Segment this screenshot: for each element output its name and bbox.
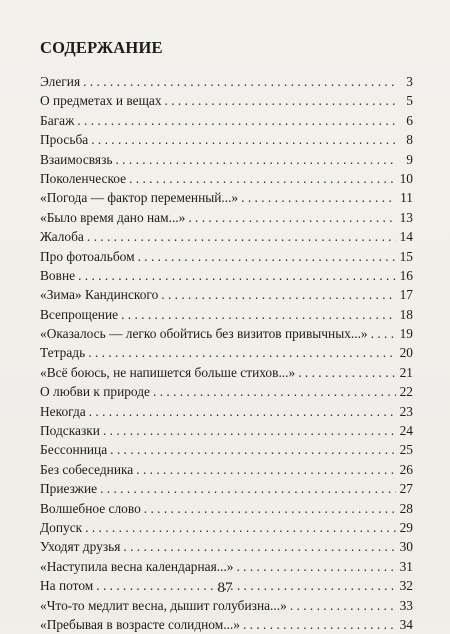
toc-entry-title: «Было время дано нам...»	[40, 209, 186, 225]
toc-entry-title: «Наступила весна календарная...»	[40, 558, 234, 574]
toc-entry-page: 21	[399, 364, 413, 380]
dot-leader	[121, 305, 396, 324]
dot-leader	[83, 72, 396, 91]
toc-entry	[40, 169, 413, 188]
dot-leader	[88, 343, 396, 362]
toc-entry-title: Без собеседника	[40, 461, 134, 477]
toc-entry-title: Поколенческое	[40, 170, 127, 186]
dot-leader	[91, 130, 396, 149]
toc-entry-title: Элегия	[40, 74, 81, 89]
toc-entry-page: 18	[399, 306, 413, 322]
toc-entry-title: Тетрадь	[40, 345, 86, 361]
dot-leader	[290, 596, 396, 615]
toc-entry	[40, 91, 413, 110]
toc-entry-title: «Что-то медлит весна, дышит голубизна...»	[40, 597, 287, 613]
dot-leader	[243, 615, 396, 634]
contents-heading: СОДЕРЖАНИЕ	[40, 38, 163, 57]
toc-entry	[40, 499, 413, 518]
toc-entry-page: 23	[399, 403, 413, 419]
toc-entry-page: 32	[399, 578, 413, 594]
toc-entry-page: 25	[399, 442, 413, 458]
toc-entry-page: 16	[399, 267, 413, 283]
dot-leader	[129, 169, 396, 188]
toc-entry-page: 15	[399, 248, 413, 264]
dot-leader	[144, 499, 396, 518]
toc-entry	[40, 402, 413, 421]
toc-entry-title: «Всё боюсь, не напишется больше стихов...»	[40, 364, 296, 380]
toc-entry-title: «Погода — фактор переменный...»	[40, 190, 239, 206]
toc-entry	[40, 305, 413, 324]
toc-entry	[40, 227, 413, 246]
toc-entry-title: Волшебное слово	[40, 500, 141, 516]
toc-entry	[40, 537, 413, 556]
dot-leader	[78, 266, 396, 285]
toc-entry	[40, 363, 413, 382]
toc-entry	[40, 615, 413, 634]
dot-leader	[371, 324, 396, 343]
toc-entry	[40, 557, 413, 576]
toc-entry-title: Подсказки	[40, 423, 100, 439]
toc-entry-page: 34	[399, 616, 413, 632]
dot-leader	[236, 557, 396, 576]
toc-entry-title: «Зима» Кандинского	[40, 287, 159, 303]
toc-entry-title: Жалоба	[40, 229, 84, 245]
toc-entry	[40, 460, 413, 479]
toc-entry-page: 13	[399, 209, 413, 225]
toc-entry-page: 5	[406, 93, 413, 109]
dot-leader	[136, 460, 396, 479]
dot-leader	[241, 188, 396, 207]
dot-leader	[89, 402, 396, 421]
toc-entry	[40, 208, 413, 227]
toc-entry-title: Некогда	[40, 403, 86, 419]
toc-entry-title: Багаж	[40, 112, 75, 128]
toc-entry-page: 22	[399, 384, 413, 400]
toc-entry	[40, 382, 413, 401]
dot-leader	[115, 150, 396, 169]
toc-entry	[40, 247, 413, 266]
dot-leader	[77, 111, 396, 130]
toc-entry-page: 27	[399, 481, 413, 497]
toc-entry	[40, 188, 413, 207]
toc-entry-page: 19	[399, 326, 413, 342]
dot-leader	[165, 91, 396, 110]
toc-entry	[40, 324, 413, 343]
toc-entry-title: Приезжие	[40, 481, 98, 497]
toc-entry-title: Про фотоальбом	[40, 248, 135, 264]
toc-entry-title: Допуск	[40, 519, 83, 535]
table-of-contents	[40, 72, 413, 634]
toc-entry	[40, 285, 413, 304]
dot-leader	[87, 227, 396, 246]
toc-entry-title: Взаимосвязь	[40, 151, 113, 167]
toc-entry-title: «Оказалось — легко обойтись без визитов привычных...»	[40, 326, 368, 342]
dot-leader	[110, 440, 396, 459]
toc-entry-page: 24	[399, 423, 413, 439]
dot-leader	[85, 518, 396, 537]
toc-entry-page: 28	[399, 500, 413, 516]
toc-entry-title: Вовне	[40, 267, 76, 283]
dot-leader	[103, 421, 396, 440]
dot-leader	[188, 208, 396, 227]
page-number: 87	[217, 580, 233, 596]
dot-leader	[100, 479, 396, 498]
dot-leader	[123, 537, 396, 556]
toc-entry	[40, 343, 413, 362]
toc-entry-title: Просьба	[40, 132, 89, 148]
toc-entry	[40, 130, 413, 149]
toc-entry-title: О предметах и вещах	[40, 93, 162, 109]
toc-entry	[40, 440, 413, 459]
dot-leader	[153, 382, 396, 401]
dot-leader	[161, 285, 396, 304]
toc-entry-page: 26	[399, 461, 413, 477]
dot-leader	[298, 363, 396, 382]
toc-entry-page: 8	[406, 132, 413, 148]
toc-entry-page: 33	[399, 597, 413, 613]
toc-entry-page: 14	[399, 229, 413, 245]
dot-leader	[138, 247, 396, 266]
toc-entry-title: На потом	[40, 578, 94, 594]
toc-entry	[40, 596, 413, 615]
toc-entry-page: 20	[399, 345, 413, 361]
toc-entry-page: 17	[399, 287, 413, 303]
toc-entry-page: 11	[400, 190, 413, 206]
toc-entry-title: Всепрощение	[40, 306, 119, 322]
toc-entry-title: Бессонница	[40, 442, 108, 458]
toc-entry	[40, 421, 413, 440]
toc-entry	[40, 150, 413, 169]
toc-entry-title: «Пребывая в возрасте солидном...»	[40, 616, 240, 632]
toc-entry-page: 10	[399, 170, 413, 186]
toc-entry	[40, 72, 413, 91]
toc-entry	[40, 479, 413, 498]
toc-entry-title: Уходят друзья	[40, 539, 121, 555]
toc-entry-page: 29	[399, 519, 413, 535]
toc-entry-page: 3	[406, 74, 413, 89]
toc-entry-title: О любви к природе	[40, 384, 150, 400]
toc-entry-page: 31	[399, 558, 413, 574]
toc-entry	[40, 266, 413, 285]
toc-entry-page: 9	[406, 151, 413, 167]
toc-entry	[40, 111, 413, 130]
toc-entry-page: 6	[406, 112, 413, 128]
toc-entry	[40, 518, 413, 537]
toc-entry-page: 30	[399, 539, 413, 555]
